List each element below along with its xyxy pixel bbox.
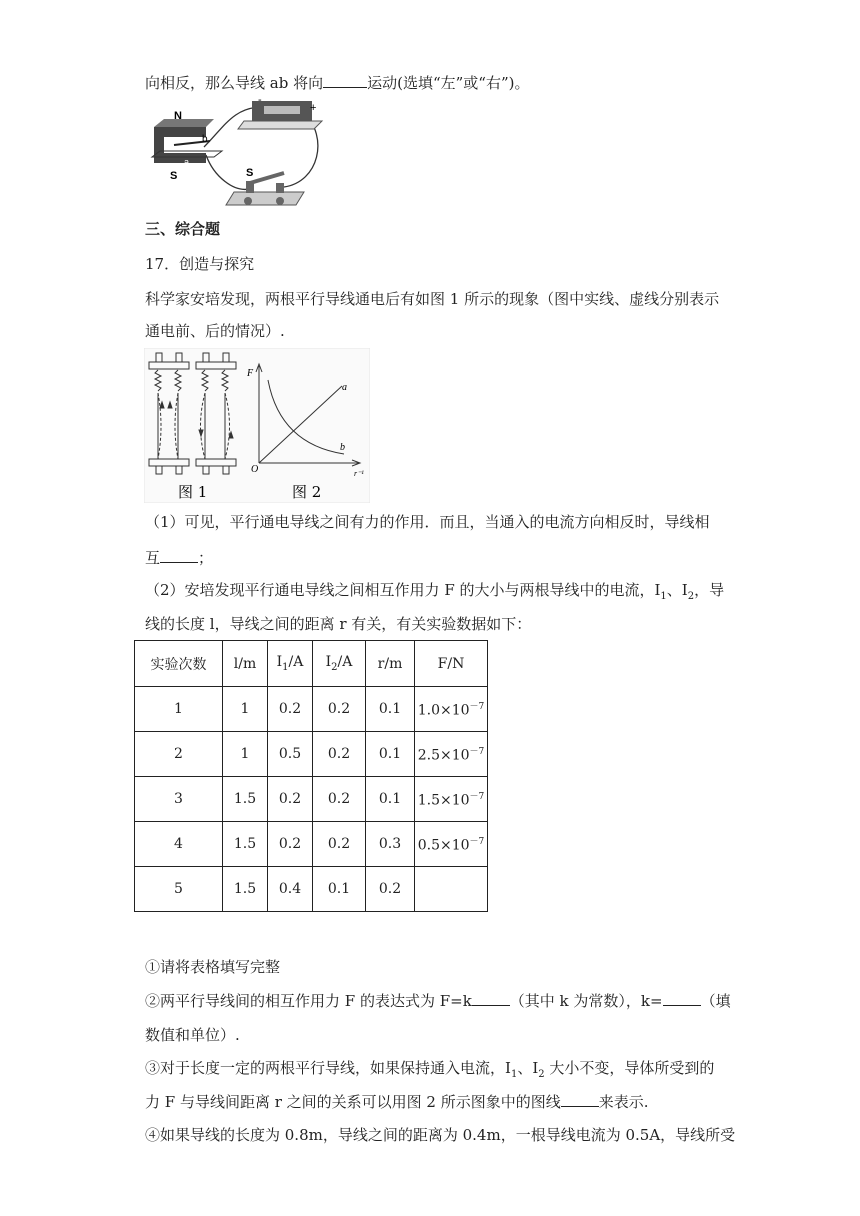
cell-distance: 0.3 [366,822,415,867]
q17-title: 17．创造与探究 [145,255,255,273]
cell-i2: 0.1 [313,867,366,912]
cell-i1: 0.2 [268,687,313,732]
q17-part2-sub2: 2 [687,591,695,602]
graph-b-label: b [340,442,345,453]
q16-line-post: 运动(选填“左”或“右”)。 [367,74,530,92]
q17-part1-answer-blank[interactable] [160,548,198,563]
q17-sub3-pre: ③对于长度一定的两根平行导线，如果保持通入电流，I [145,1059,511,1077]
cell-distance: 0.1 [366,732,415,777]
table-row [135,822,488,867]
header-trial: 实验次数 [135,641,223,687]
wire-b-label: b [202,134,208,145]
cell-force-blank[interactable] [415,867,488,912]
cell-i1: 0.5 [268,732,313,777]
cell-trial: 5 [135,867,223,912]
q17-sub3-post: 大小不变，导体所受到的 [544,1059,715,1077]
q17-part2-mid: 、I [666,581,688,599]
q17-sub3-line2-post: 来表示. [598,1093,649,1111]
cell-force: $1.5\times 10^{-7}$ [415,777,488,822]
wire-a-label: a [184,157,190,167]
header-i1: $I_1/A$ [268,641,313,687]
magnet-n-label: N [174,110,182,122]
table-header-row [135,641,488,687]
cell-i2: 0.2 [313,687,366,732]
q17-sub4-line1: ④如果导线的长度为 0.8m，导线之间的距离为 0.4m，一根导线电流为 0.5A，导线所受 [145,1126,736,1144]
cell-length: 1 [223,687,268,732]
header-force: F/N [415,641,488,687]
cell-length: 1.5 [223,777,268,822]
cell-trial: 2 [135,732,223,777]
figure2-caption: 图 2 [292,483,322,501]
q17-sub2-mid: （其中 k 为常数），k= [509,992,663,1010]
q17-part1-line1: （1）可见，平行通电导线之间有力的作用．而且，当通入的电流方向相反时，导线相 [145,513,710,531]
battery-plus-label: + [310,102,317,114]
q17-part2-sub1: 1 [660,591,667,602]
cell-distance: 0.1 [366,777,415,822]
q17-sub3-sub1: 1 [510,1069,518,1080]
ampere-figures [144,348,370,503]
table-row [135,687,488,732]
switch-s-label: S [246,167,254,179]
q17-sub2-k-blank[interactable] [663,991,701,1006]
q17-sub2-expression-blank[interactable] [472,991,510,1006]
q17-part2-pre: （2）安培发现平行通电导线之间相互作用力 F 的大小与两根导线中的电流，I [145,581,661,599]
cell-length: 1 [223,732,268,777]
header-i2: $I_2/A$ [313,641,366,687]
cell-distance: 0.2 [366,867,415,912]
q17-part2-line1 [145,580,724,607]
cell-trial: 1 [135,687,223,732]
q17-sub3-answer-blank[interactable] [561,1092,599,1107]
cell-distance: 0.1 [366,687,415,732]
motor-experiment-figure [144,97,334,212]
table-row [135,732,488,777]
q17-sub2-post: （填 [700,992,731,1010]
magnet-s-label: S [170,170,178,182]
table-row [135,867,488,912]
cell-i2: 0.2 [313,822,366,867]
battery-minus-label: - [258,97,262,106]
cell-length: 1.5 [223,822,268,867]
cell-i1: 0.4 [268,867,313,912]
q17-sub2-line1 [145,991,731,1011]
graph-rinv-label: r⁻¹ [354,469,364,478]
q17-sub2-line2: 数值和单位）. [145,1026,240,1044]
q17-part2-post: ，导 [694,581,725,599]
q17-intro-line1: 科学家安培发现，两根平行导线通电后有如图 1 所示的现象（图中实线、虚线分别表示 [145,290,720,308]
table-row [135,777,488,822]
q17-intro-line2: 通电前、后的情况）. [145,322,285,340]
figure1-caption: 图 1 [178,483,208,501]
q17-sub3-sub2: 2 [538,1069,545,1080]
cell-force: $1.0\times 10^{-7}$ [415,687,488,732]
header-length: l/m [223,641,268,687]
graph-f-label: F [247,368,254,379]
graph-origin-label: O [251,464,259,475]
q17-sub3-line1 [145,1058,714,1085]
q16-answer-blank[interactable] [323,73,367,88]
graph-a-label: a [342,382,347,393]
q17-sub3-line2-pre: 力 F 与导线间距离 r 之间的关系可以用图 2 所示图象中的图线 [145,1093,561,1111]
q17-sub3-line2 [145,1092,649,1112]
experiment-data-table [134,640,488,912]
q17-part1-line2 [145,548,213,568]
q17-sub3-mid: 、I [517,1059,539,1077]
q17-part1-post: ； [198,549,214,567]
cell-i2: 0.2 [313,732,366,777]
cell-force: $0.5\times 10^{-7}$ [415,822,488,867]
q17-part2-line2: 线的长度 l，导线之间的距离 r 有关，有关实验数据如下： [145,615,532,633]
cell-length: 1.5 [223,867,268,912]
cell-force: $2.5\times 10^{-7}$ [415,732,488,777]
q17-sub1: ①请将表格填写完整 [145,958,281,976]
q16-line [145,73,529,93]
section-title: 三、综合题 [145,220,221,238]
cell-trial: 3 [135,777,223,822]
q17-sub2-pre: ②两平行导线间的相互作用力 F 的表达式为 F=k [145,992,472,1010]
cell-i1: 0.2 [268,777,313,822]
q16-line-pre: 向相反，那么导线 ab 将向 [145,74,324,92]
cell-i2: 0.2 [313,777,366,822]
q17-part1-pre: 互 [145,549,161,567]
cell-i1: 0.2 [268,822,313,867]
header-distance: r/m [366,641,415,687]
cell-trial: 4 [135,822,223,867]
